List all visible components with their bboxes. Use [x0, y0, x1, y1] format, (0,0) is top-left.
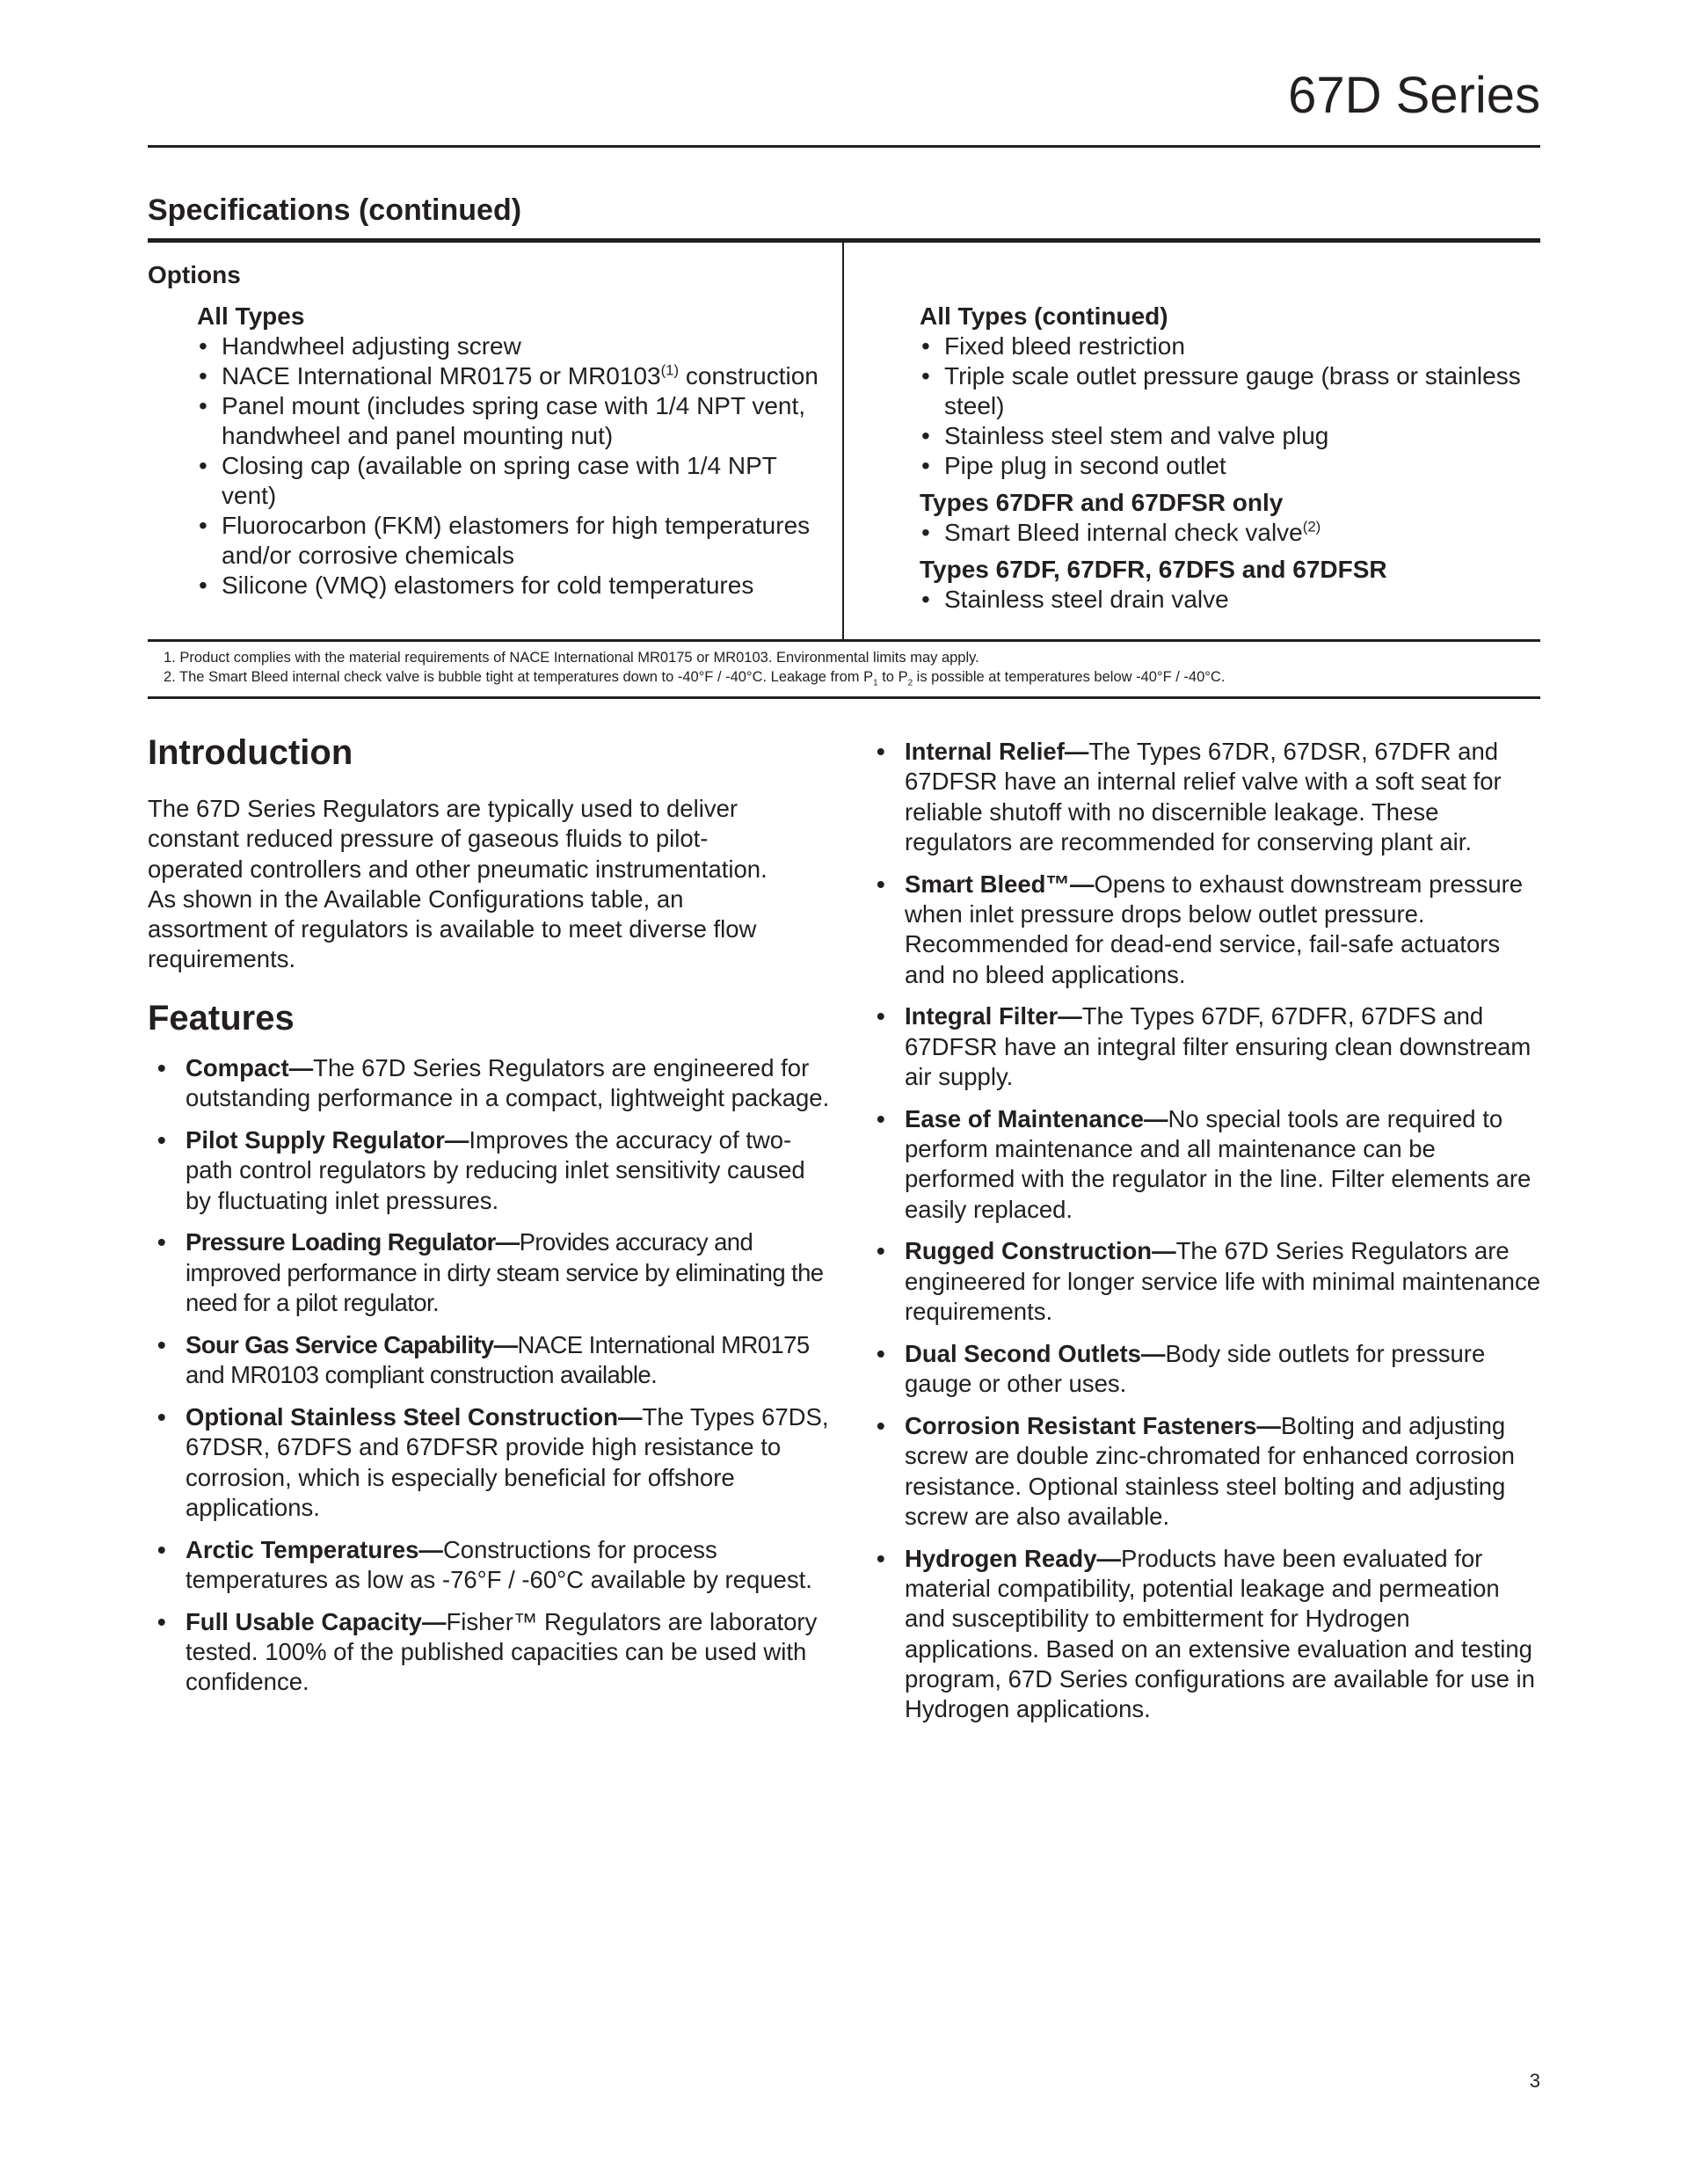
features-right-list [867, 737, 1544, 1736]
list-item: • Stainless steel drain valve [920, 585, 1535, 615]
features-left-list [148, 1053, 833, 1709]
list-item: • Triple scale outlet pressure gauge (brass or stainless steel) [920, 361, 1535, 421]
item-text: Smart Bleed internal check valve [944, 519, 1303, 546]
features-heading: Features [148, 999, 295, 1037]
spec-group-title: All Types (continued) [920, 302, 1168, 330]
footnote-ref: (2) [1302, 518, 1321, 535]
series-title: 67D Series [1288, 67, 1540, 124]
column-divider [842, 243, 844, 640]
feature-item: • Ease of Maintenance—No special tools are required to perform maintenance and all maintenance can be performed with the regulator in the line. Filter elements are easily replaced. [867, 1104, 1544, 1225]
list-item: • Silicone (VMQ) elastomers for cold temperatures [197, 571, 830, 601]
feature-item: • Rugged Construction—The 67D Series Regulators are engineered for longer service life with minimal maintenance requirements. [867, 1236, 1544, 1327]
feature-item: • Pilot Supply Regulator—Improves the accuracy of two-path control regulators by reducing inlet sensitivity caused by fluctuating inlet pressures. [148, 1125, 833, 1216]
feature-item: • Smart Bleed™—Opens to exhaust downstream pressure when inlet pressure drops below outlet pressure. Recommended for dead-end service, fail-safe actuators and no bleed applications. [867, 870, 1544, 990]
spec-right-list [920, 518, 1535, 548]
list-item: • Pipe plug in second outlet [920, 451, 1535, 481]
list-item [197, 361, 830, 391]
spec-group-title: Types 67DF, 67DFR, 67DFS and 67DFSR [920, 556, 1387, 583]
footnote-2: 2. The Smart Bleed internal check valve is bubble tight at temperatures down to -40°F / -40°C. Leakage from $P_1$ to $P_2$ is possible at temperatures below -40°F / -40°C. [164, 669, 1226, 688]
list-item: • Fluorocarbon (FKM) elastomers for high temperatures and/or corrosive chemicals [197, 511, 830, 571]
list-item: • Handwheel adjusting screw [197, 331, 830, 361]
list-item [920, 518, 1535, 548]
spec-top-rule [148, 238, 1540, 243]
footnote-ref: (1) [660, 361, 680, 379]
spec-right-list [920, 331, 1535, 481]
spec-right-column [920, 302, 1535, 615]
feature-item: • Compact—The 67D Series Regulators are engineered for outstanding performance in a compact, lightweight package. [148, 1053, 833, 1114]
spec-left-column [197, 302, 830, 601]
introduction-heading: Introduction [148, 733, 353, 772]
feature-item: • Dual Second Outlets—Body side outlets for pressure gauge or other uses. [867, 1339, 1544, 1400]
spec-left-list [197, 331, 830, 601]
feature-item: • Optional Stainless Steel Construction—The Types 67DS, 67DSR, 67DFS and 67DFSR provide high resistance to corrosion, which is especially beneficial for offshore applications. [148, 1402, 833, 1523]
spec-group-title: Types 67DFR and 67DFSR only [920, 489, 1284, 516]
page-number: 3 [1529, 2070, 1540, 2092]
feature-item: • Internal Relief—The Types 67DR, 67DSR, 67DFR and 67DFSR have an internal relief valve with a soft seat for reliable shutoff with no discernible leakage. These regulators are recommended for conserving plant air. [867, 737, 1544, 857]
spec-bottom-rule [148, 696, 1540, 699]
spec-group-title: All Types [197, 302, 305, 330]
feature-item: • Hydrogen Ready—Products have been evaluated for material compatibility, potential leakage and permeation and susceptibility to embitterment for Hydrogen applications. Based on an extensive evaluation and testing program, 67D Series configurations are available for use in Hydrogen applications. [867, 1544, 1544, 1725]
item-text: NACE International MR0175 or MR0103 [222, 362, 661, 389]
spec-footnotes [164, 648, 1225, 687]
feature-item: • Arctic Temperatures—Constructions for process temperatures as low as -76°F / -60°C available by request. [148, 1535, 833, 1596]
item-text: construction [679, 362, 819, 389]
options-label: Options [148, 261, 241, 288]
list-item: • Fixed bleed restriction [920, 331, 1535, 361]
introduction-body: The 67D Series Regulators are typically used to deliver constant reduced pressure of gaseous fluids to pilot-operated controllers and other pneumatic instrumentation. As shown in the Available Configurations table, an assortment of regulators is available to meet diverse flow requirements. [148, 795, 768, 973]
specifications-heading: Specifications (continued) [148, 193, 522, 227]
spec-mid-rule [148, 639, 1540, 642]
list-item: • Stainless steel stem and valve plug [920, 421, 1535, 451]
feature-item: • Pressure Loading Regulator—Provides accuracy and improved performance in dirty steam service by eliminating the need for a pilot regulator. [148, 1227, 833, 1318]
feature-item: • Full Usable Capacity—Fisher™ Regulators are laboratory tested. 100% of the published capacities can be used with confidence. [148, 1607, 833, 1698]
list-item: • Panel mount (includes spring case with 1/4 NPT vent, handwheel and panel mounting nut) [197, 391, 830, 451]
feature-item: • Sour Gas Service Capability—NACE International MR0175 and MR0103 compliant construction available. [148, 1330, 833, 1391]
list-item: • Closing cap (available on spring case with 1/4 NPT vent) [197, 451, 830, 511]
footnote-1: 1. Product complies with the material requirements of NACE International MR0175 or MR0103. Environmental limits may apply. [164, 650, 979, 666]
feature-item: • Corrosion Resistant Fasteners—Bolting and adjusting screw are double zinc-chromated for enhanced corrosion resistance. Optional stainless steel bolting and adjusting screw are also available. [867, 1411, 1544, 1532]
feature-item: • Integral Filter—The Types 67DF, 67DFR, 67DFS and 67DFSR have an integral filter ensuring clean downstream air supply. [867, 1001, 1544, 1092]
spec-right-list [920, 585, 1535, 615]
header-rule [148, 145, 1540, 148]
